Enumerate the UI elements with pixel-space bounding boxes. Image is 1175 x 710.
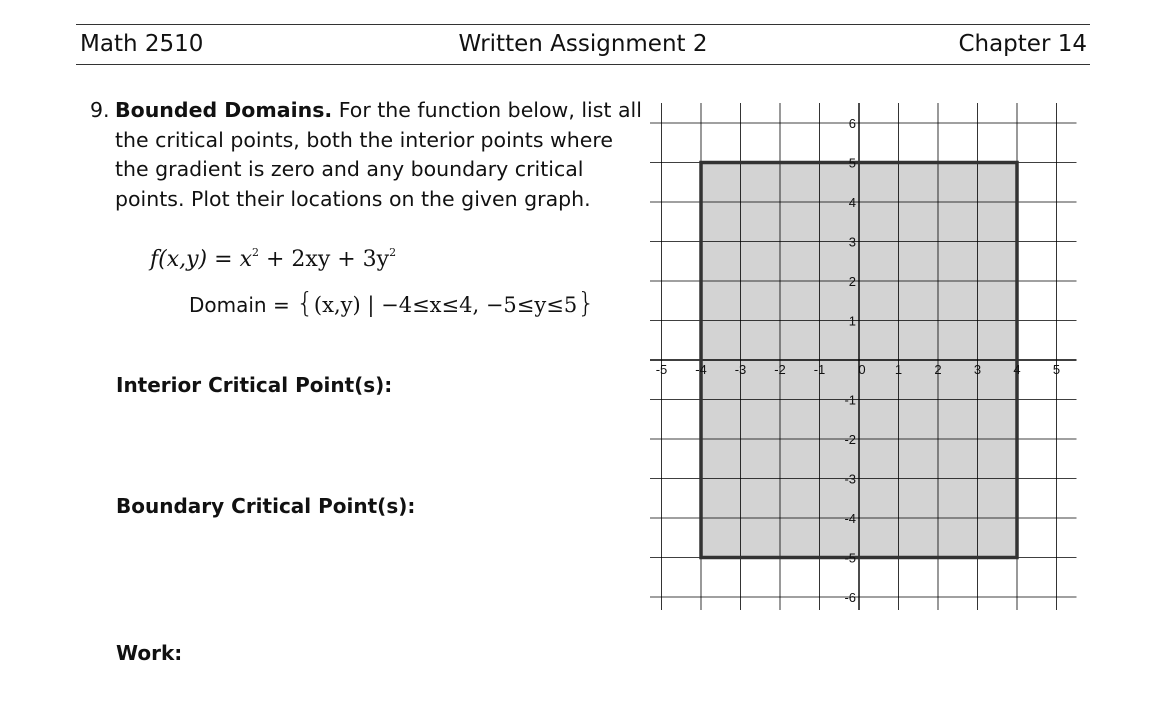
- y-tick-label: -5: [844, 550, 856, 566]
- x-tick-label: -3: [734, 362, 747, 377]
- problem-instructions: For the function below, list all the critical points, both the interior points where the gradient is zero and any boundary critical points. Plot their locations on the given graph.: [115, 98, 642, 211]
- problem-title: Bounded Domains.: [115, 98, 333, 122]
- problem-number: 9.: [90, 98, 110, 122]
- exponent-y: 2: [389, 246, 397, 259]
- work-label: Work:: [116, 641, 183, 665]
- x-tick-label: -1: [813, 362, 826, 377]
- boundary-critical-points-label: Boundary Critical Point(s):: [116, 494, 416, 518]
- x-tick-label: 5: [1052, 362, 1061, 377]
- y-tick-label: 6: [848, 116, 856, 131]
- exponent-x: 2: [252, 246, 259, 259]
- x-tick-label: 4: [1013, 362, 1021, 377]
- function-lhs: f(x,y): [150, 247, 208, 272]
- y-tick-label: -6: [844, 590, 856, 605]
- x-tick-label: 2: [934, 362, 942, 377]
- y-tick-label: -4: [844, 511, 856, 526]
- y-tick-label: 5: [848, 155, 856, 171]
- domain-prefix: Domain =: [189, 293, 297, 317]
- assignment-title: Written Assignment 2: [458, 31, 708, 57]
- domain-definition: Domain = {(x,y) | −4≤x≤4, −5≤y≤5}: [189, 286, 596, 319]
- course-title: Math 2510: [80, 31, 204, 57]
- function-term-x: x: [239, 247, 252, 272]
- function-terms: + 2xy + 3y: [259, 247, 390, 272]
- y-tick-label: 2: [848, 274, 856, 289]
- x-tick-label: -5: [655, 362, 668, 377]
- y-tick-label: -2: [844, 432, 856, 447]
- function-definition: $f(x,y) = x^2 + 2xy + 3y^2$: [150, 246, 397, 272]
- x-tick-label: 3: [973, 362, 982, 377]
- y-tick-label: 3: [848, 234, 856, 250]
- domain-set: (x,y) | −4≤x≤4, −5≤y≤5: [313, 293, 578, 317]
- x-tick-label: 0: [858, 362, 866, 377]
- interior-critical-points-label: Interior Critical Point(s):: [116, 373, 393, 397]
- x-tick-label: 1: [894, 362, 903, 377]
- problem-statement: [90, 96, 650, 214]
- y-tick-label: -1: [844, 392, 856, 408]
- y-tick-label: 4: [848, 195, 856, 210]
- y-tick-label: -3: [844, 471, 856, 487]
- page-header: [76, 24, 1090, 65]
- chapter-title: Chapter 14: [958, 31, 1087, 57]
- x-tick-label: -4: [695, 362, 707, 377]
- x-tick-label: -2: [774, 362, 786, 377]
- domain-graph: [650, 90, 1090, 610]
- y-tick-label: 1: [848, 313, 856, 329]
